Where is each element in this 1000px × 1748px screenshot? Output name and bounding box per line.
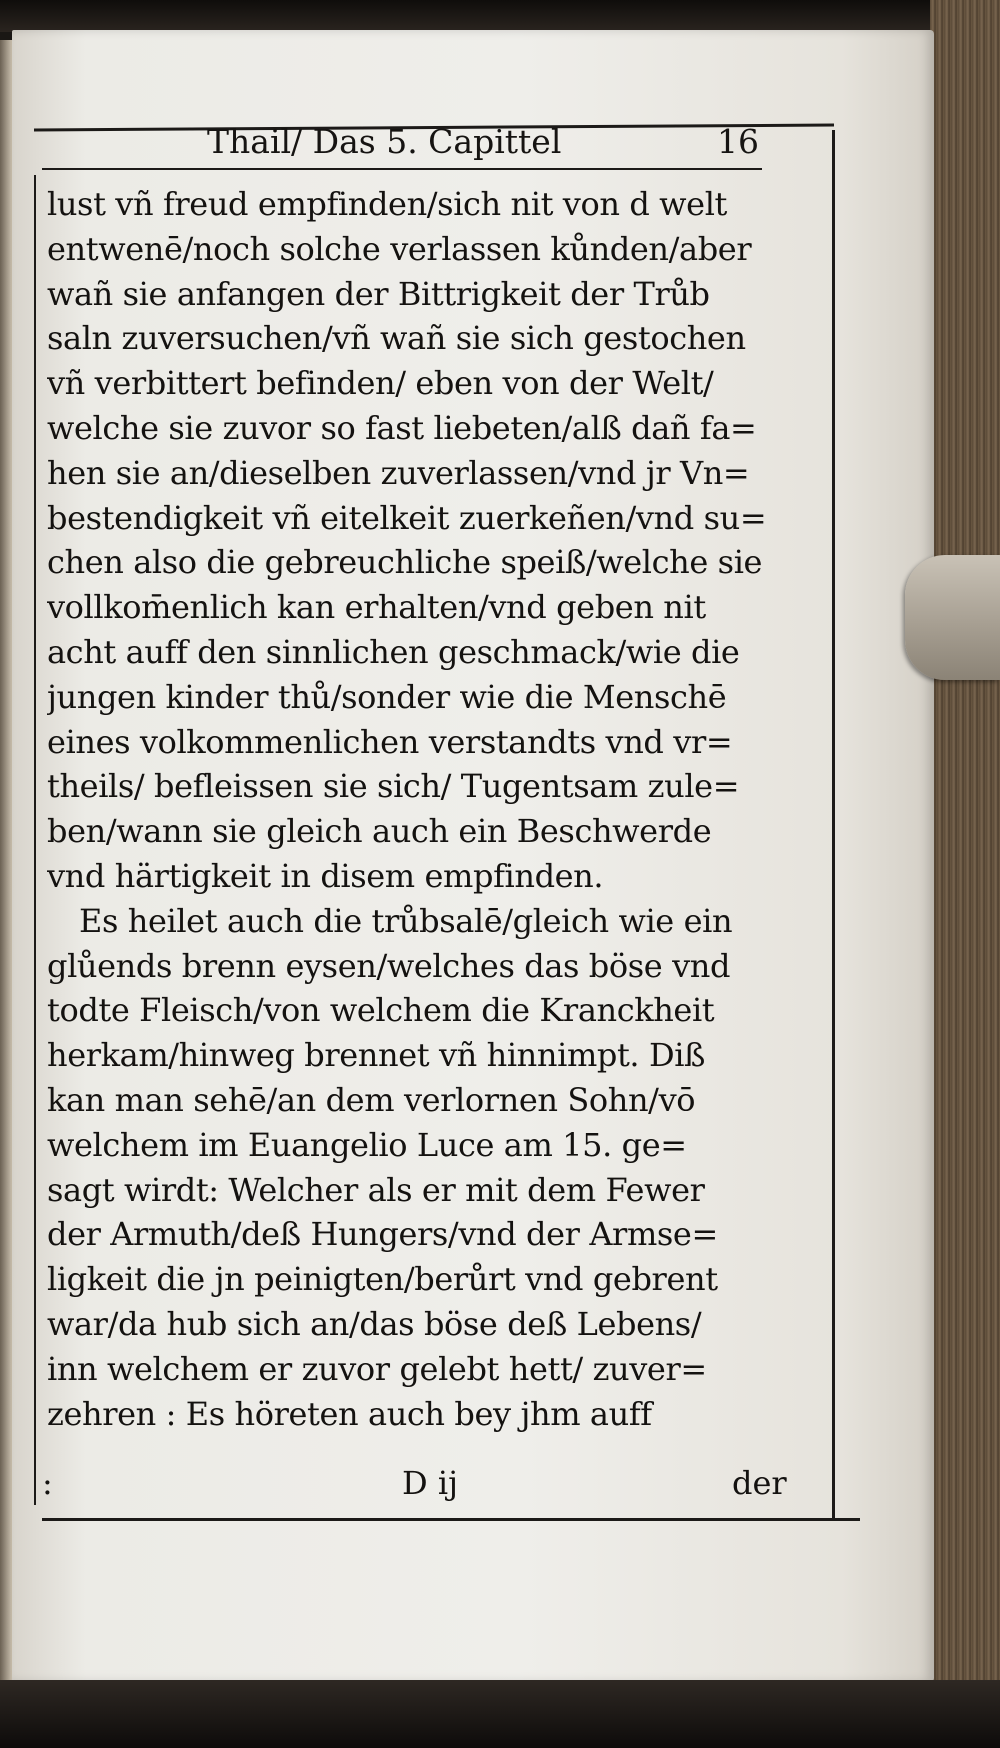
header-underline bbox=[42, 168, 762, 170]
text-line: todte Fleisch/von welchem die Kranckheit bbox=[47, 991, 715, 1030]
text-line: herkam/hinweg brennet vñ hinnimpt. Diß bbox=[47, 1036, 706, 1075]
page-footer bbox=[42, 1464, 802, 1510]
book-clasp bbox=[905, 555, 1000, 680]
body-text bbox=[47, 182, 827, 1436]
text-line: wañ sie anfangen der Bittrigkeit der Trůb bbox=[47, 274, 710, 313]
footer-mark: : bbox=[42, 1464, 53, 1502]
footer-rule bbox=[42, 1518, 860, 1521]
signature-mark: D ij bbox=[402, 1464, 458, 1502]
text-line: vnd härtigkeit in disem empfinden. bbox=[47, 856, 604, 895]
text-line: eines volkommenlichen verstandts vnd vr= bbox=[47, 722, 733, 761]
text-line: war/da hub sich an/das böse deß Lebens/ bbox=[47, 1304, 702, 1343]
text-line: acht auff den sinnlichen geschmack/wie die bbox=[47, 632, 740, 671]
text-line: welche sie zuvor so fast liebeten/alß dañ fa= bbox=[47, 408, 757, 447]
text-line: kan man sehē/an dem verlornen Sohn/vō bbox=[47, 1080, 696, 1119]
text-line: chen also die gebreuchliche speiß/welche sie bbox=[47, 543, 763, 582]
text-line: ben/wann sie gleich auch ein Beschwerde bbox=[47, 812, 712, 851]
text-block-right-border bbox=[832, 130, 835, 1520]
paragraph-start-line: Es heilet auch die trůbsalē/gleich wie ein bbox=[79, 901, 733, 940]
text-line: welchem im Euangelio Luce am 15. ge= bbox=[47, 1125, 687, 1164]
text-line: der Armuth/deß Hungers/vnd der Armse= bbox=[47, 1215, 718, 1254]
folio-number: 16 bbox=[717, 122, 759, 161]
page-fore-edge bbox=[930, 0, 1000, 1700]
catchword: der bbox=[732, 1464, 787, 1502]
book-page bbox=[12, 30, 934, 1682]
text-line: inn welchem er zuvor gelebt hett/ zuver= bbox=[47, 1349, 707, 1388]
text-line: vollkom̄enlich kan erhalten/vnd geben nit bbox=[47, 588, 706, 627]
text-line: hen sie an/dieselben zuverlassen/vnd jr Vn= bbox=[47, 453, 750, 492]
page-header bbox=[207, 122, 787, 168]
text-line: glůends brenn eysen/welches das böse vnd bbox=[47, 946, 731, 985]
text-line: jungen kinder thů/sonder wie die Menschē bbox=[47, 677, 727, 716]
running-title: Thail/ Das 5. Capittel bbox=[207, 122, 562, 161]
text-line: ligkeit die jn peinigten/berůrt vnd gebrent bbox=[47, 1260, 718, 1299]
text-line: lust vñ freud empfinden/sich nit von d welt bbox=[47, 185, 728, 223]
book-bottom-shadow bbox=[0, 1680, 1000, 1748]
text-block-left-border bbox=[34, 175, 36, 1505]
text-line: entwenē/noch solche verlassen kůnden/aber bbox=[47, 229, 752, 268]
book-top-shadow bbox=[0, 0, 1000, 32]
text-line: theils/ befleissen sie sich/ Tugentsam zule= bbox=[47, 767, 740, 806]
text-line: bestendigkeit vñ eitelkeit zuerkeñen/vnd su= bbox=[47, 498, 767, 537]
text-line: vñ verbittert befinden/ eben von der Welt/ bbox=[47, 364, 714, 403]
text-line: saln zuversuchen/vñ wañ sie sich gestochen bbox=[47, 319, 746, 358]
text-line: sagt wirdt: Welcher als er mit dem Fewer bbox=[47, 1170, 705, 1209]
text-line: zehren : Es höreten auch bey jhm auff bbox=[47, 1394, 652, 1433]
